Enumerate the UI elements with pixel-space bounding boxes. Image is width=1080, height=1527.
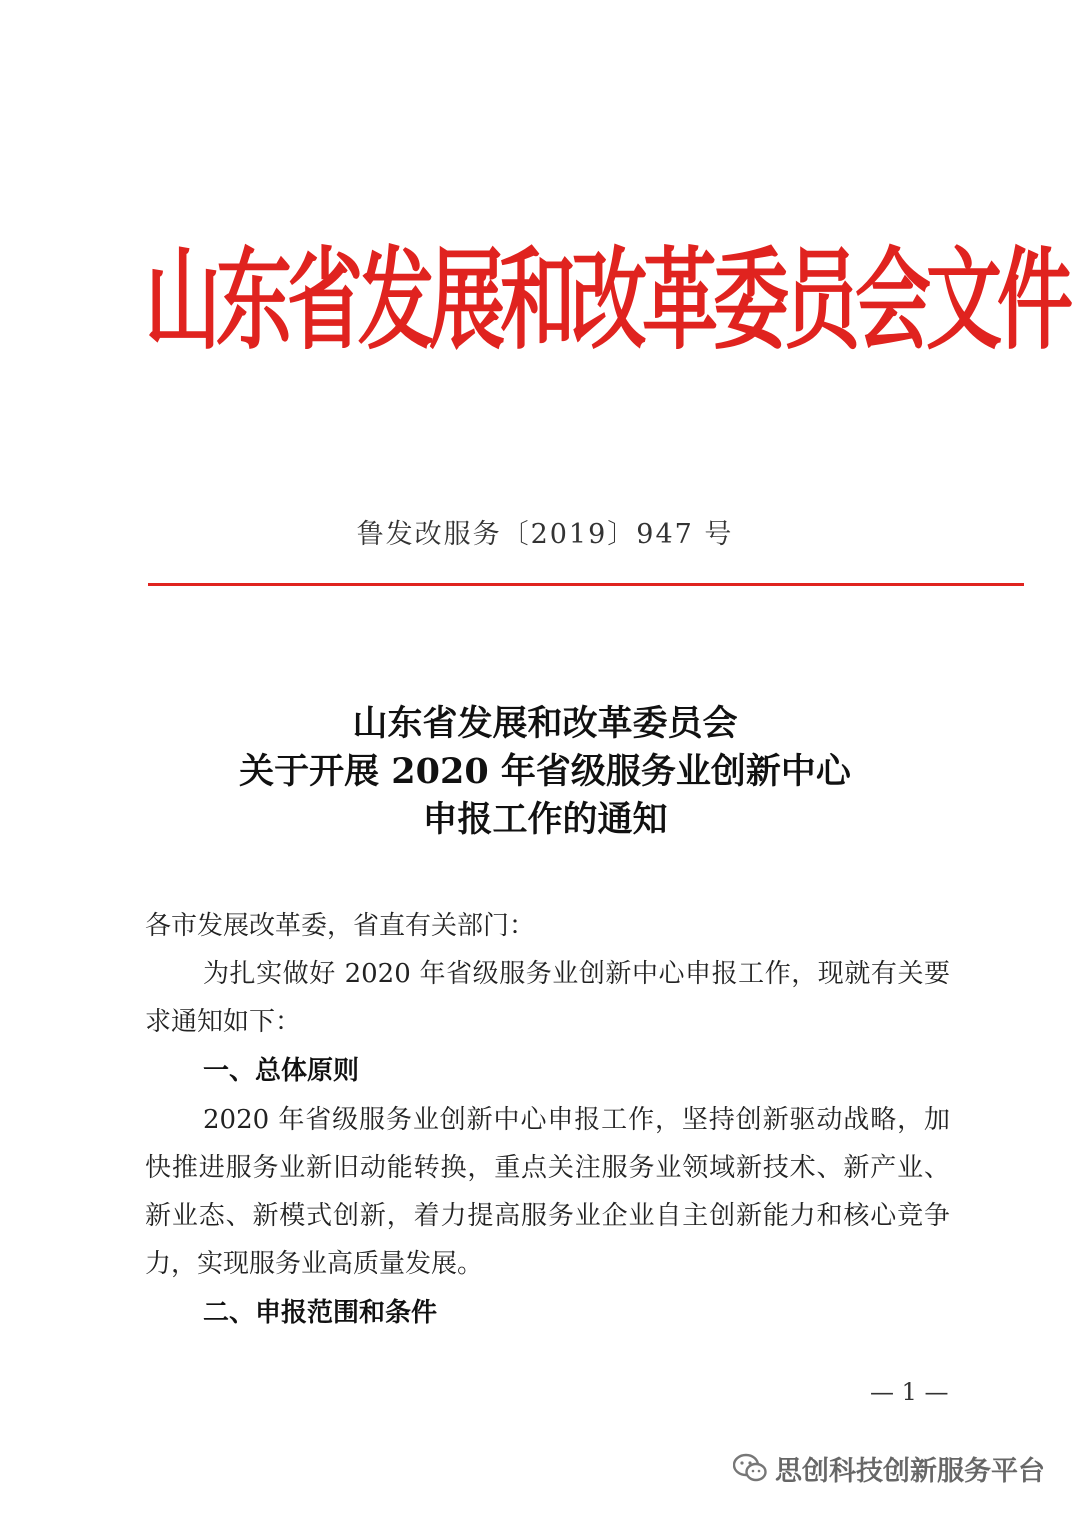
section-1-paragraph: 2020 年省级服务业创新中心申报工作，坚持创新驱动战略，加快推进服务业新旧动能转换，重点关注服务业领域新技术、新产业、新业态、新模式创新，着力提高服务业企业自主创新能力和核心竞争力，实现服务业高质量发展。 [145, 1105, 950, 1279]
watermark [733, 1448, 1045, 1488]
notice-title-line-3: 申报工作的通知 [422, 799, 668, 840]
notice-body [145, 902, 950, 1338]
red-divider-line [148, 583, 1024, 586]
notice-title-line-1: 山东省发展和改革委员会 [352, 703, 738, 744]
document-header-title: 山东省发展和改革委员会文件 [145, 235, 1068, 365]
intro-paragraph: 为扎实做好 2020 年省级服务业创新中心申报工作，现就有关要求通知如下： [145, 959, 950, 1037]
section-1-heading: 一、总体原则 [203, 1056, 360, 1086]
document-number: 鲁发改服务〔2019〕947 号 [356, 519, 734, 550]
notice-title [0, 700, 1080, 844]
section-2-heading: 二、申报范围和条件 [203, 1298, 438, 1328]
wechat-icon [733, 1453, 767, 1483]
salutation: 各市发展改革委，省直有关部门： [145, 911, 536, 941]
page-number: — 1 — [870, 1378, 949, 1406]
notice-title-line-2: 关于开展 2020 年省级服务业创新中心 [239, 751, 851, 792]
watermark-text: 思创科技创新服务平台 [775, 1455, 1045, 1487]
